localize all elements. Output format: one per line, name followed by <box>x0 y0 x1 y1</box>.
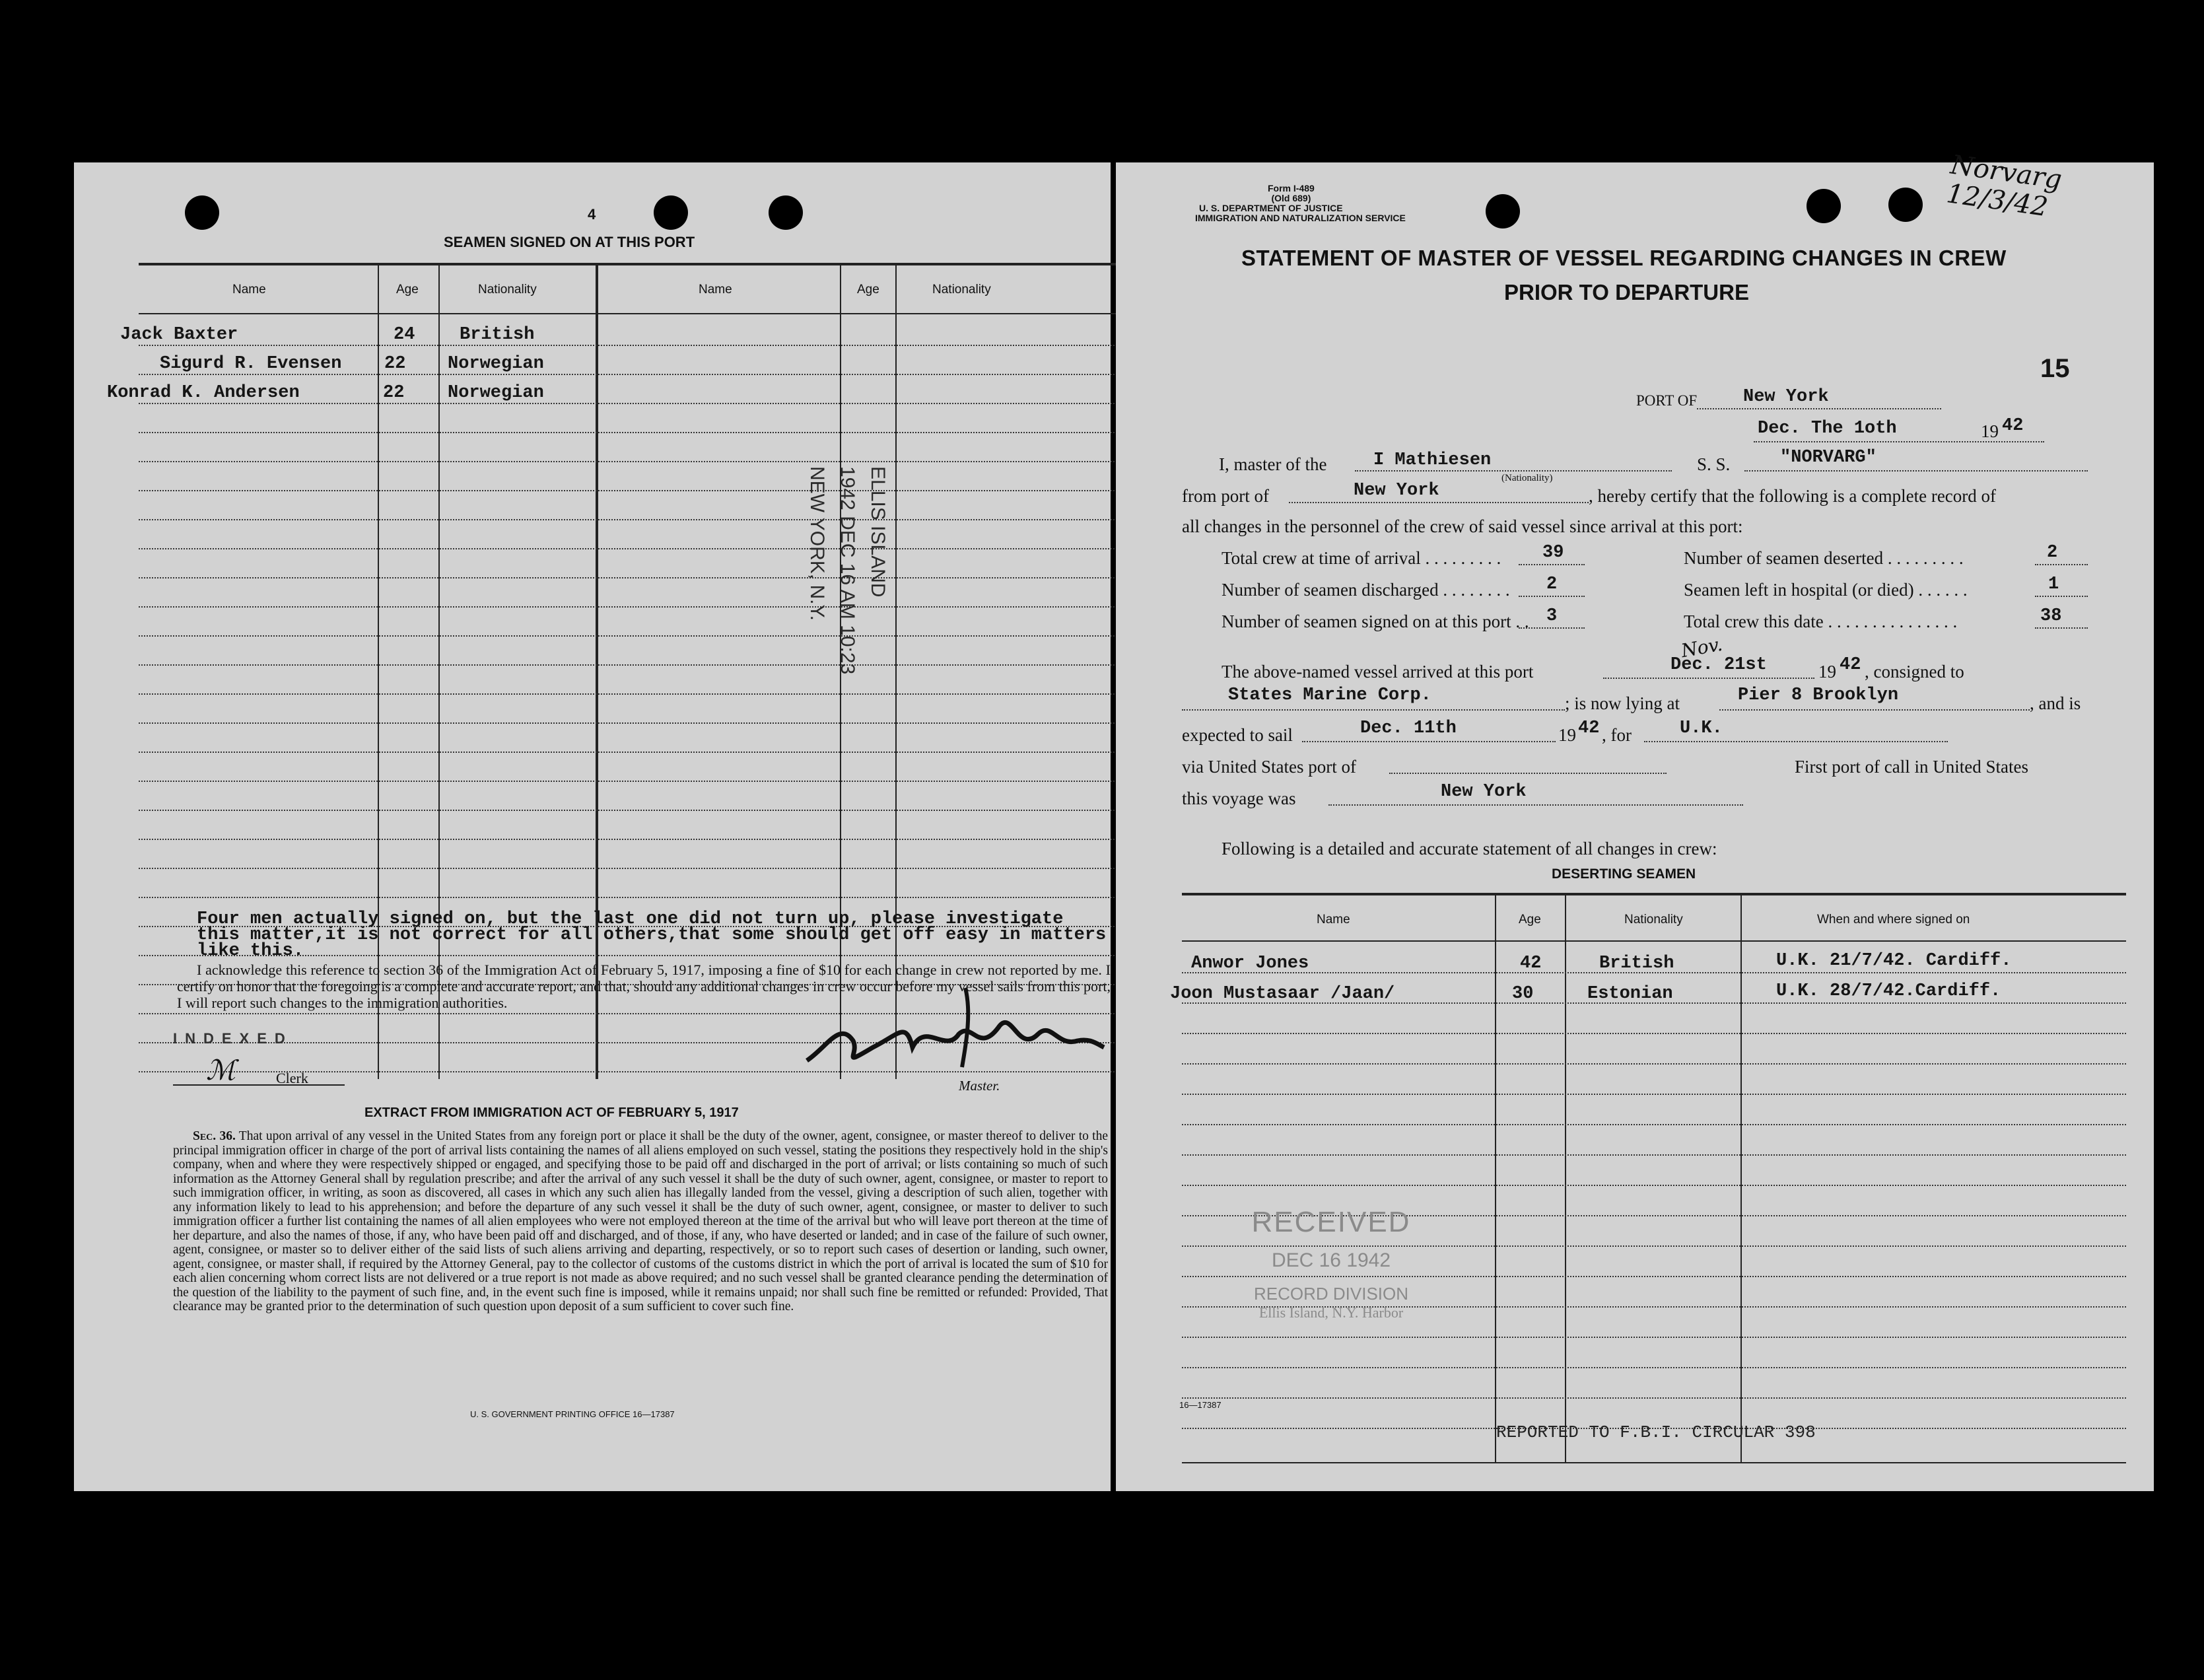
fill-line <box>1355 470 1672 472</box>
arrived-correction: Nov. <box>1679 633 1725 662</box>
stat-label: Total crew at time of arrival . . . . . . . . . <box>1222 548 1501 568</box>
indexed-stamp: INDEXED <box>173 1030 293 1047</box>
row-rule <box>1182 1367 2126 1368</box>
year-prefix: 19 <box>1818 662 1836 682</box>
punch-hole <box>1807 189 1841 223</box>
row-rule <box>139 374 1122 375</box>
stamp-line: ELLIS ISLAND <box>867 466 889 598</box>
deserter-nationality: Estonian <box>1587 984 1673 1004</box>
stat-label: Total crew this date . . . . . . . . . . . . . . . <box>1684 612 1958 631</box>
deserter-age: 42 <box>1520 954 1542 973</box>
arrived-year: 42 <box>1840 655 1861 675</box>
printer-line: U. S. GOVERNMENT PRINTING OFFICE 16—17387 <box>470 1409 675 1419</box>
col-header-age: Age <box>1519 913 1541 927</box>
column-divider <box>1495 895 1496 1462</box>
and-is: , and is <box>2030 693 2081 713</box>
col-header-nationality: Nationality <box>478 283 537 297</box>
fill-line <box>1389 773 1667 774</box>
form-header <box>1268 184 1315 203</box>
row-rule <box>139 752 1122 753</box>
form-old: (Old 689) <box>1271 193 1311 203</box>
stamp-line: DEC 16 1942 <box>1271 1249 1391 1271</box>
table-bottom-rule <box>1182 1462 2126 1463</box>
row-rule <box>1182 1124 2126 1125</box>
arrived-date: Dec. 21st <box>1670 655 1767 675</box>
lying-value: Pier 8 Brooklyn <box>1738 685 1899 705</box>
form-title: STATEMENT OF MASTER OF VESSEL REGARDING CHANGES IN CREW <box>1241 246 2007 270</box>
col-header-when: When and where signed on <box>1817 913 1970 927</box>
fill-line <box>1182 709 1565 711</box>
ellis-island-stamp <box>802 466 893 674</box>
handwritten-note: Norvarg 12/3/42 <box>1945 149 2064 223</box>
stat-value: 3 <box>1546 606 1558 626</box>
acknowledgement-text: I acknowledge this reference to section 36 of the Immigration Act of February 5, 1917, imposing a fine of $10 for each change in crew not reported by me. I certify on honor that the foregoing is a complete and accurate report, and that, should any additional changes in crew occur before my vessel sails from this port, I will report such changes to the immigration authorities. <box>177 962 1111 1011</box>
changes-text: all changes in the personnel of the crew of said vessel since arrival at this port: <box>1182 516 1743 536</box>
form-code: 16—17387 <box>1179 1400 1222 1410</box>
stat-label: Number of seamen signed on at this port . . <box>1222 612 1529 631</box>
stamp-line: Ellis Island, N.Y. Harbor <box>1258 1304 1404 1321</box>
fill-line <box>2035 564 2088 565</box>
column-divider <box>1565 895 1566 1462</box>
date-value: Dec. The 1oth <box>1758 419 1897 438</box>
row-rule <box>139 490 1122 491</box>
punch-hole <box>1486 194 1520 228</box>
col-header-nationality: Nationality <box>1624 913 1683 927</box>
master-prefix: I, master of the <box>1219 454 1327 474</box>
section-label: Sec. 36. <box>193 1129 236 1143</box>
via-label: via United States port of <box>1182 757 1356 777</box>
seaman-name: Sigurd R. Evensen <box>160 354 342 374</box>
column-divider <box>1740 895 1742 1462</box>
stat-value: 2 <box>1546 575 1558 594</box>
year-prefix: 19 <box>1981 421 1999 441</box>
fill-line <box>1519 564 1585 565</box>
fill-line <box>1697 408 1941 409</box>
row-rule <box>1182 1063 2126 1065</box>
stamp-line: RECORD DIVISION <box>1253 1284 1409 1304</box>
from-port-value: New York <box>1354 481 1439 501</box>
ship-name: "NORVARG" <box>1780 448 1877 468</box>
punch-hole <box>654 195 688 230</box>
port-label: PORT OF <box>1636 392 1698 409</box>
stat-label: Number of seamen deserted . . . . . . . . . <box>1684 548 1964 568</box>
master-label: Master. <box>959 1078 1000 1094</box>
col-header-age: Age <box>396 283 419 297</box>
punch-hole <box>185 195 219 230</box>
fill-line <box>1302 741 1556 742</box>
punch-hole <box>769 195 803 230</box>
stat-value: 2 <box>2047 543 2058 563</box>
fill-line <box>1644 741 1948 742</box>
row-rule <box>139 577 1122 578</box>
expected-year: 42 <box>1578 718 1600 738</box>
left-page <box>74 162 1111 1491</box>
table-header-rule <box>1182 940 2126 942</box>
row-rule <box>139 839 1122 840</box>
seaman-age: 22 <box>384 354 406 374</box>
port-value: New York <box>1743 387 1829 407</box>
deserter-age: 30 <box>1512 984 1534 1004</box>
seaman-age: 22 <box>383 383 405 403</box>
row-rule <box>139 606 1122 608</box>
seaman-age: 24 <box>394 325 415 345</box>
row-rule <box>139 664 1122 666</box>
fill-line <box>1519 596 1585 597</box>
expected-date: Dec. 11th <box>1360 718 1457 738</box>
extract-title: EXTRACT FROM IMMIGRATION ACT OF FEBRUARY 5, 1917 <box>364 1105 739 1120</box>
deserter-nationality: British <box>1599 954 1674 973</box>
lying-text: ; is now lying at <box>1565 693 1680 713</box>
first-port-label: First port of call in United States <box>1795 757 2028 777</box>
row-rule <box>139 403 1122 404</box>
agency-header <box>1195 203 1406 223</box>
following-text: Following is a detailed and accurate statement of all changes in crew: <box>1222 839 1717 858</box>
fill-line <box>1719 709 2030 711</box>
row-rule <box>139 519 1122 520</box>
fill-line <box>1754 441 2044 442</box>
deserter-signed-on: U.K. 28/7/42.Cardiff. <box>1776 981 2001 1001</box>
col-header-nationality: Nationality <box>932 283 991 297</box>
page-number: 4 <box>588 206 596 223</box>
from-port-label: from port of <box>1182 486 1269 506</box>
voyage-value: New York <box>1441 782 1527 802</box>
section-36-text <box>173 1129 1108 1314</box>
fill-line <box>2035 596 2088 597</box>
fill-line <box>2035 627 2088 629</box>
right-page <box>1116 149 2154 1491</box>
row-rule <box>139 897 1122 898</box>
punch-hole <box>1888 188 1923 222</box>
row-rule <box>139 868 1122 869</box>
clerk-initials: ℳ <box>206 1054 236 1086</box>
fill-line <box>1744 470 2088 472</box>
clerk-line <box>173 1084 345 1086</box>
master-name: I Mathiesen <box>1373 450 1492 470</box>
col-header-name: Name <box>699 283 732 297</box>
seaman-name: Konrad K. Andersen <box>107 383 300 403</box>
stamp-line: 1942 DEC 16 AM 10:23 <box>837 466 858 675</box>
expected-label: expected to sail <box>1182 725 1293 745</box>
row-rule <box>1182 1397 2126 1399</box>
deserting-title: DESERTING SEAMEN <box>1552 866 1696 882</box>
year-value: 42 <box>2002 416 2024 436</box>
row-rule <box>1182 1185 2126 1186</box>
row-rule <box>139 693 1122 695</box>
service-name: IMMIGRATION AND NATURALIZATION SERVICE <box>1195 213 1406 223</box>
row-rule <box>139 548 1122 549</box>
clerk-label: Clerk <box>276 1070 308 1086</box>
form-number: 15 <box>2040 354 2070 383</box>
master-signature <box>800 981 1111 1080</box>
voyage-label: this voyage was <box>1182 788 1296 808</box>
col-header-name: Name <box>1317 913 1350 927</box>
table-top-rule <box>1182 893 2126 895</box>
fill-line <box>1289 502 1589 503</box>
stat-label: Number of seamen discharged . . . . . . . . <box>1222 580 1510 600</box>
certify-text: , hereby certify that the following is a complete record of <box>1589 486 1997 506</box>
seaman-nationality: Norwegian <box>448 354 544 374</box>
department-name: U. S. DEPARTMENT OF JUSTICE <box>1199 203 1343 213</box>
ss-label: S. S. <box>1697 454 1731 474</box>
typed-note: Four men actually signed on, but the last one did not turn up, please investigate this matter,it is not correct for all others,that some should get off easy in matters like this. <box>197 909 1107 961</box>
row-rule <box>139 722 1122 724</box>
fill-line <box>1328 804 1743 806</box>
row-rule <box>1182 1337 2126 1338</box>
stat-label: Seamen left in hospital (or died) . . . . . . <box>1684 580 1968 600</box>
year-prefix: 19 <box>1558 725 1576 745</box>
for-label: , for <box>1602 725 1632 745</box>
stat-value: 39 <box>1542 543 1564 563</box>
fill-line <box>1603 678 1814 679</box>
section-body: That upon arrival of any vessel in the United States from any foreign port or place it shall be the duty of the owner, agent, consignee, or master thereof to deliver to the principal immigration officer in charge of the port of arrival lists containing the names of all aliens employed on such vessel, stating the positions they respectively hold in the ship's company, when and where they were respectively shipped or engaged, and specifying those to be paid off and discharged in the port of arrival; or lists containing so much of such information as the Attorney General shall by regulation prescribe; and after the arrival of any such vessel it shall be the duty of such owner, agent, consignee, or master to report to such immigration officer, in writing, as soon as discovered, all cases in which any such alien has illegally landed from the vessel, giving a description of such alien, together with any information likely to lead to his apprehension; and before the departure of any such vessel it shall be the duty of such owner, agent, consignee, or master to deliver to such immigration officer a further list containing the names of all alien employees who were not employed thereon at the time of the arrival but who will leave port thereon at the time of her departure, and also the names of those, if any, who have been paid off and discharged, and of those, if any, who have deserted or landed; and in case of the failure of such owner, agent, consignee, or master so to deliver either of the said lists of such aliens arriving and departing, respectively, or so to report such cases of desertion or landing, such owner, agent, consignee, or master shall, if required by the Attorney General, pay to the collector of customs of the customs district in which the port of arrival is located the sum of $10 for each alien concerning whom correct lists are not delivered or a true report is not made as above required; and no such vessel shall be granted clearance pending the determination of the question of the liability to the payment of such fine, and, in the event such fine is imposed, while it remains unpaid; nor shall such fine be remitted or refunded: Provided, That clearance may be granted prior to the determination of such question upon deposit of a sum sufficient to cover such fine. <box>173 1129 1108 1313</box>
form-subtitle: PRIOR TO DEPARTURE <box>1504 280 1749 304</box>
row-rule <box>139 345 1122 346</box>
deserter-name: Joon Mustasaar /Jaan/ <box>1170 984 1395 1004</box>
stamp-line: RECEIVED <box>1251 1206 1411 1238</box>
fill-line <box>1519 627 1585 629</box>
nationality-caption: (Nationality) <box>1501 473 1553 483</box>
table-top-rule <box>139 263 1122 265</box>
col-header-name: Name <box>232 283 266 297</box>
for-value: U.K. <box>1680 718 1723 738</box>
arrived-text: The above-named vessel arrived at this port <box>1222 662 1534 682</box>
row-rule <box>1182 1154 2126 1156</box>
row-rule <box>139 635 1122 637</box>
row-rule <box>139 781 1122 782</box>
stat-value: 1 <box>2048 575 2059 594</box>
seaman-nationality: British <box>460 325 535 345</box>
reported-note: REPORTED TO F.B.I. CIRCULAR 398 <box>1496 1422 1816 1442</box>
deserter-name: Anwor Jones <box>1191 954 1309 973</box>
consigned-text: , consigned to <box>1865 662 1964 682</box>
seaman-nationality: Norwegian <box>448 383 544 403</box>
form-id: Form I-489 <box>1268 183 1315 193</box>
stat-value: 38 <box>2040 606 2062 626</box>
col-header-age: Age <box>857 283 879 297</box>
consignee: States Marine Corp. <box>1228 685 1431 705</box>
punch-hole <box>1895 156 1902 162</box>
row-rule <box>139 432 1122 433</box>
row-rule <box>139 810 1122 811</box>
deserter-signed-on: U.K. 21/7/42. Cardiff. <box>1776 951 2012 971</box>
row-rule <box>1182 1033 2126 1034</box>
received-stamp <box>1239 1206 1424 1321</box>
section-title: SEAMEN SIGNED ON AT THIS PORT <box>444 234 695 250</box>
seaman-name: Jack Baxter <box>120 325 238 345</box>
stamp-line: NEW YORK, N.Y. <box>806 466 828 621</box>
table-header-rule <box>139 313 1122 314</box>
row-rule <box>139 461 1122 462</box>
row-rule <box>1182 1094 2126 1095</box>
